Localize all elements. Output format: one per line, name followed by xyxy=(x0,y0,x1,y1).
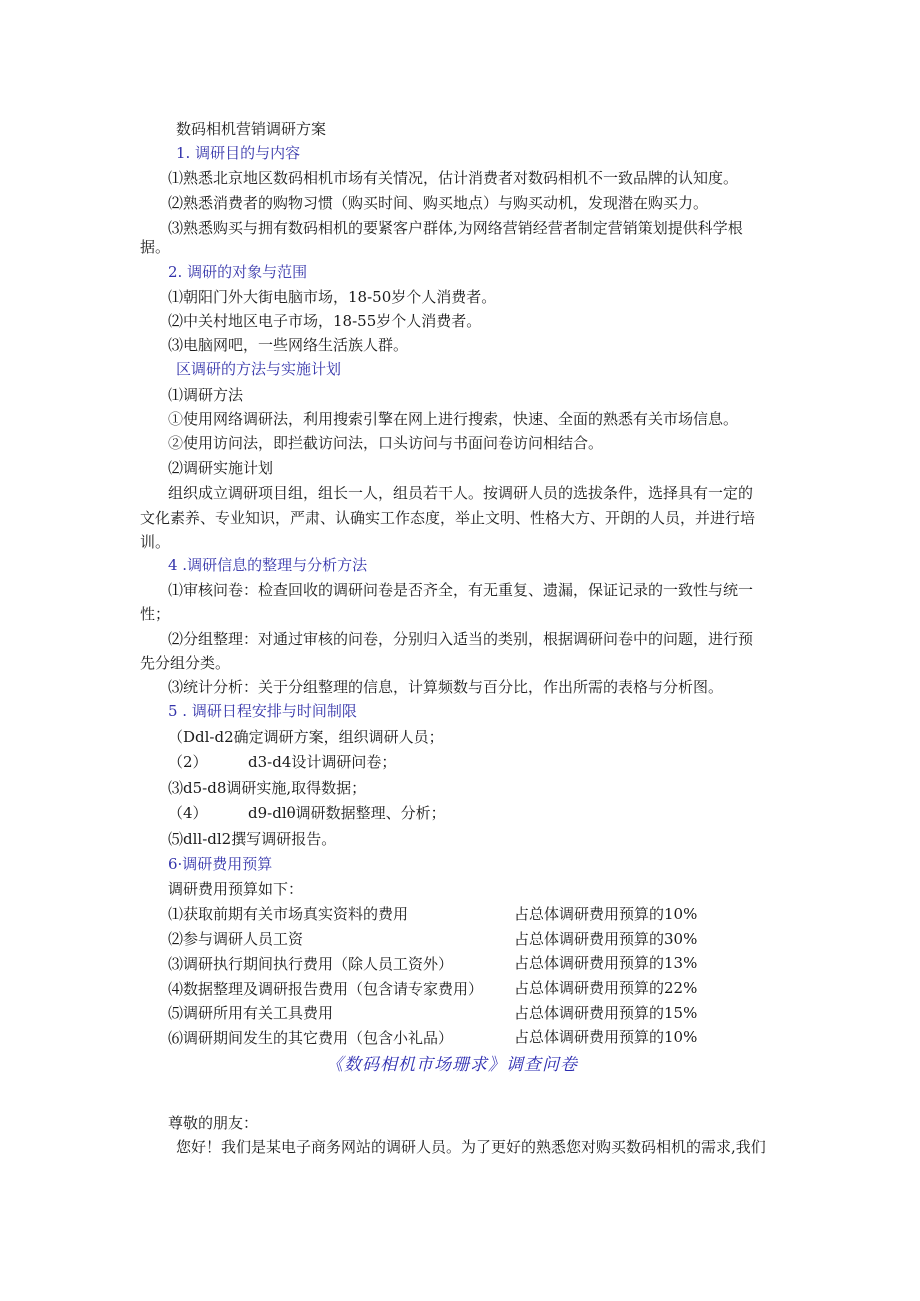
budget-item: ⑵参与调研人员工资 xyxy=(168,930,304,948)
budget-intro: 调研费用预算如下： xyxy=(168,880,304,898)
survey-title: 《数码相机市场珊求》调查问卷 xyxy=(326,1055,578,1075)
section-1-item: ⑵熟悉消费者的购物习惯（购买时间、购买地点）与购买动机，发现潜在购买力。 xyxy=(168,194,709,212)
budget-share: 占总体调研费用预算的30% xyxy=(514,930,698,948)
section-4-item: 先分组分类。 xyxy=(140,654,231,672)
budget-share: 占总体调研费用预算的22% xyxy=(514,979,698,997)
section-1-item: ⑶熟悉购买与拥有数码相机的要紧客户群体,为网络营销经营者制定营销策划提供科学根 xyxy=(168,219,743,237)
section-3-item: 组织成立调研项目组，组长一人，组员若干人。按调研人员的选拔条件，选择具有一定的 xyxy=(168,484,754,502)
section-3-heading: 区调研的方法与实施计划 xyxy=(176,360,342,378)
section-1-item: 据。 xyxy=(140,238,171,256)
section-2-item: ⑵中关村地区电子市场，18-55岁个人消费者。 xyxy=(168,312,482,330)
schedule-item: ⑸dll-dl2撰写调研报告。 xyxy=(168,830,337,848)
doc-title: 数码相机营销调研方案 xyxy=(176,120,327,138)
section-1-heading: 1. 调研目的与内容 xyxy=(176,144,301,162)
budget-share: 占总体调研费用预算的10% xyxy=(514,905,698,923)
section-3-item: 训。 xyxy=(140,533,171,551)
intro-paragraph: 您好！我们是某电子商务网站的调研人员。为了更好的熟悉您对购买数码相机的需求,我们 xyxy=(176,1138,766,1156)
budget-item: ⑴获取前期有关市场真实资料的费用 xyxy=(168,905,409,923)
schedule-item: d3-d4设计调研问卷； xyxy=(248,753,397,771)
schedule-item: ⑶d5-d8调研实施,取得数据； xyxy=(168,779,367,797)
budget-share: 占总体调研费用预算的13% xyxy=(514,954,698,972)
budget-item: ⑶调研执行期间执行费用（除人员工资外） xyxy=(168,955,454,973)
section-4-item: ⑵分组整理：对通过审核的问卷，分别归入适当的类别，根据调研问卷中的问题，进行预 xyxy=(168,630,754,648)
section-3-item: ①使用网络调研法，利用搜索引擎在网上进行搜索，快速、全面的熟悉有关市场信息。 xyxy=(168,410,739,428)
budget-item: ⑹调研期间发生的其它费用（包含小礼品） xyxy=(168,1029,454,1047)
section-3-item: 文化素养、专业知识，严肃、认确实工作态度，举止文明、性格大方、开朗的人员，并进行培 xyxy=(140,509,756,527)
section-3-item: ②使用访问法，即拦截访问法，口头访问与书面问卷访问相结合。 xyxy=(168,434,604,452)
section-4-item: ⑴审核问卷：检查回收的调研问卷是否齐全，有无重复、遗漏，保证记录的一致性与统一 xyxy=(168,581,754,599)
schedule-item: d9-dlθ调研数据整理、分析； xyxy=(248,804,446,822)
budget-item: ⑷数据整理及调研报告费用（包含请专家费用） xyxy=(168,980,484,998)
greeting: 尊敬的朋友： xyxy=(168,1114,259,1132)
section-2-item: ⑶电脑网吧，一些网络生活族人群。 xyxy=(168,336,409,354)
section-3-item: ⑴调研方法 xyxy=(168,386,244,404)
budget-share: 占总体调研费用预算的15% xyxy=(514,1004,698,1022)
section-2-item: ⑴朝阳门外大街电脑市场，18-50岁个人消费者。 xyxy=(168,288,497,306)
schedule-item-number: （2） xyxy=(168,753,208,771)
budget-item: ⑸调研所用有关工具费用 xyxy=(168,1004,334,1022)
section-2-heading: 2. 调研的对象与范围 xyxy=(168,263,308,281)
section-6-heading: 6·调研费用预算 xyxy=(168,855,273,873)
schedule-item-number: （4） xyxy=(168,804,208,822)
section-1-item: ⑴熟悉北京地区数码相机市场有关情况，估计消费者对数码相机不一致品牌的认知度。 xyxy=(168,169,739,187)
section-4-item: ⑶统计分析：关于分组整理的信息，计算频数与百分比，作出所需的表格与分析图。 xyxy=(168,678,724,696)
section-4-heading: 4 .调研信息的整理与分析方法 xyxy=(168,556,368,574)
schedule-item: （Ddl-d2确定调研方案，组织调研人员； xyxy=(168,728,444,746)
section-3-item: ⑵调研实施计划 xyxy=(168,459,274,477)
section-5-heading: 5 . 调研日程安排与时间制限 xyxy=(168,702,357,720)
budget-share: 占总体调研费用预算的10% xyxy=(514,1028,698,1046)
section-4-item: 性； xyxy=(140,605,171,623)
